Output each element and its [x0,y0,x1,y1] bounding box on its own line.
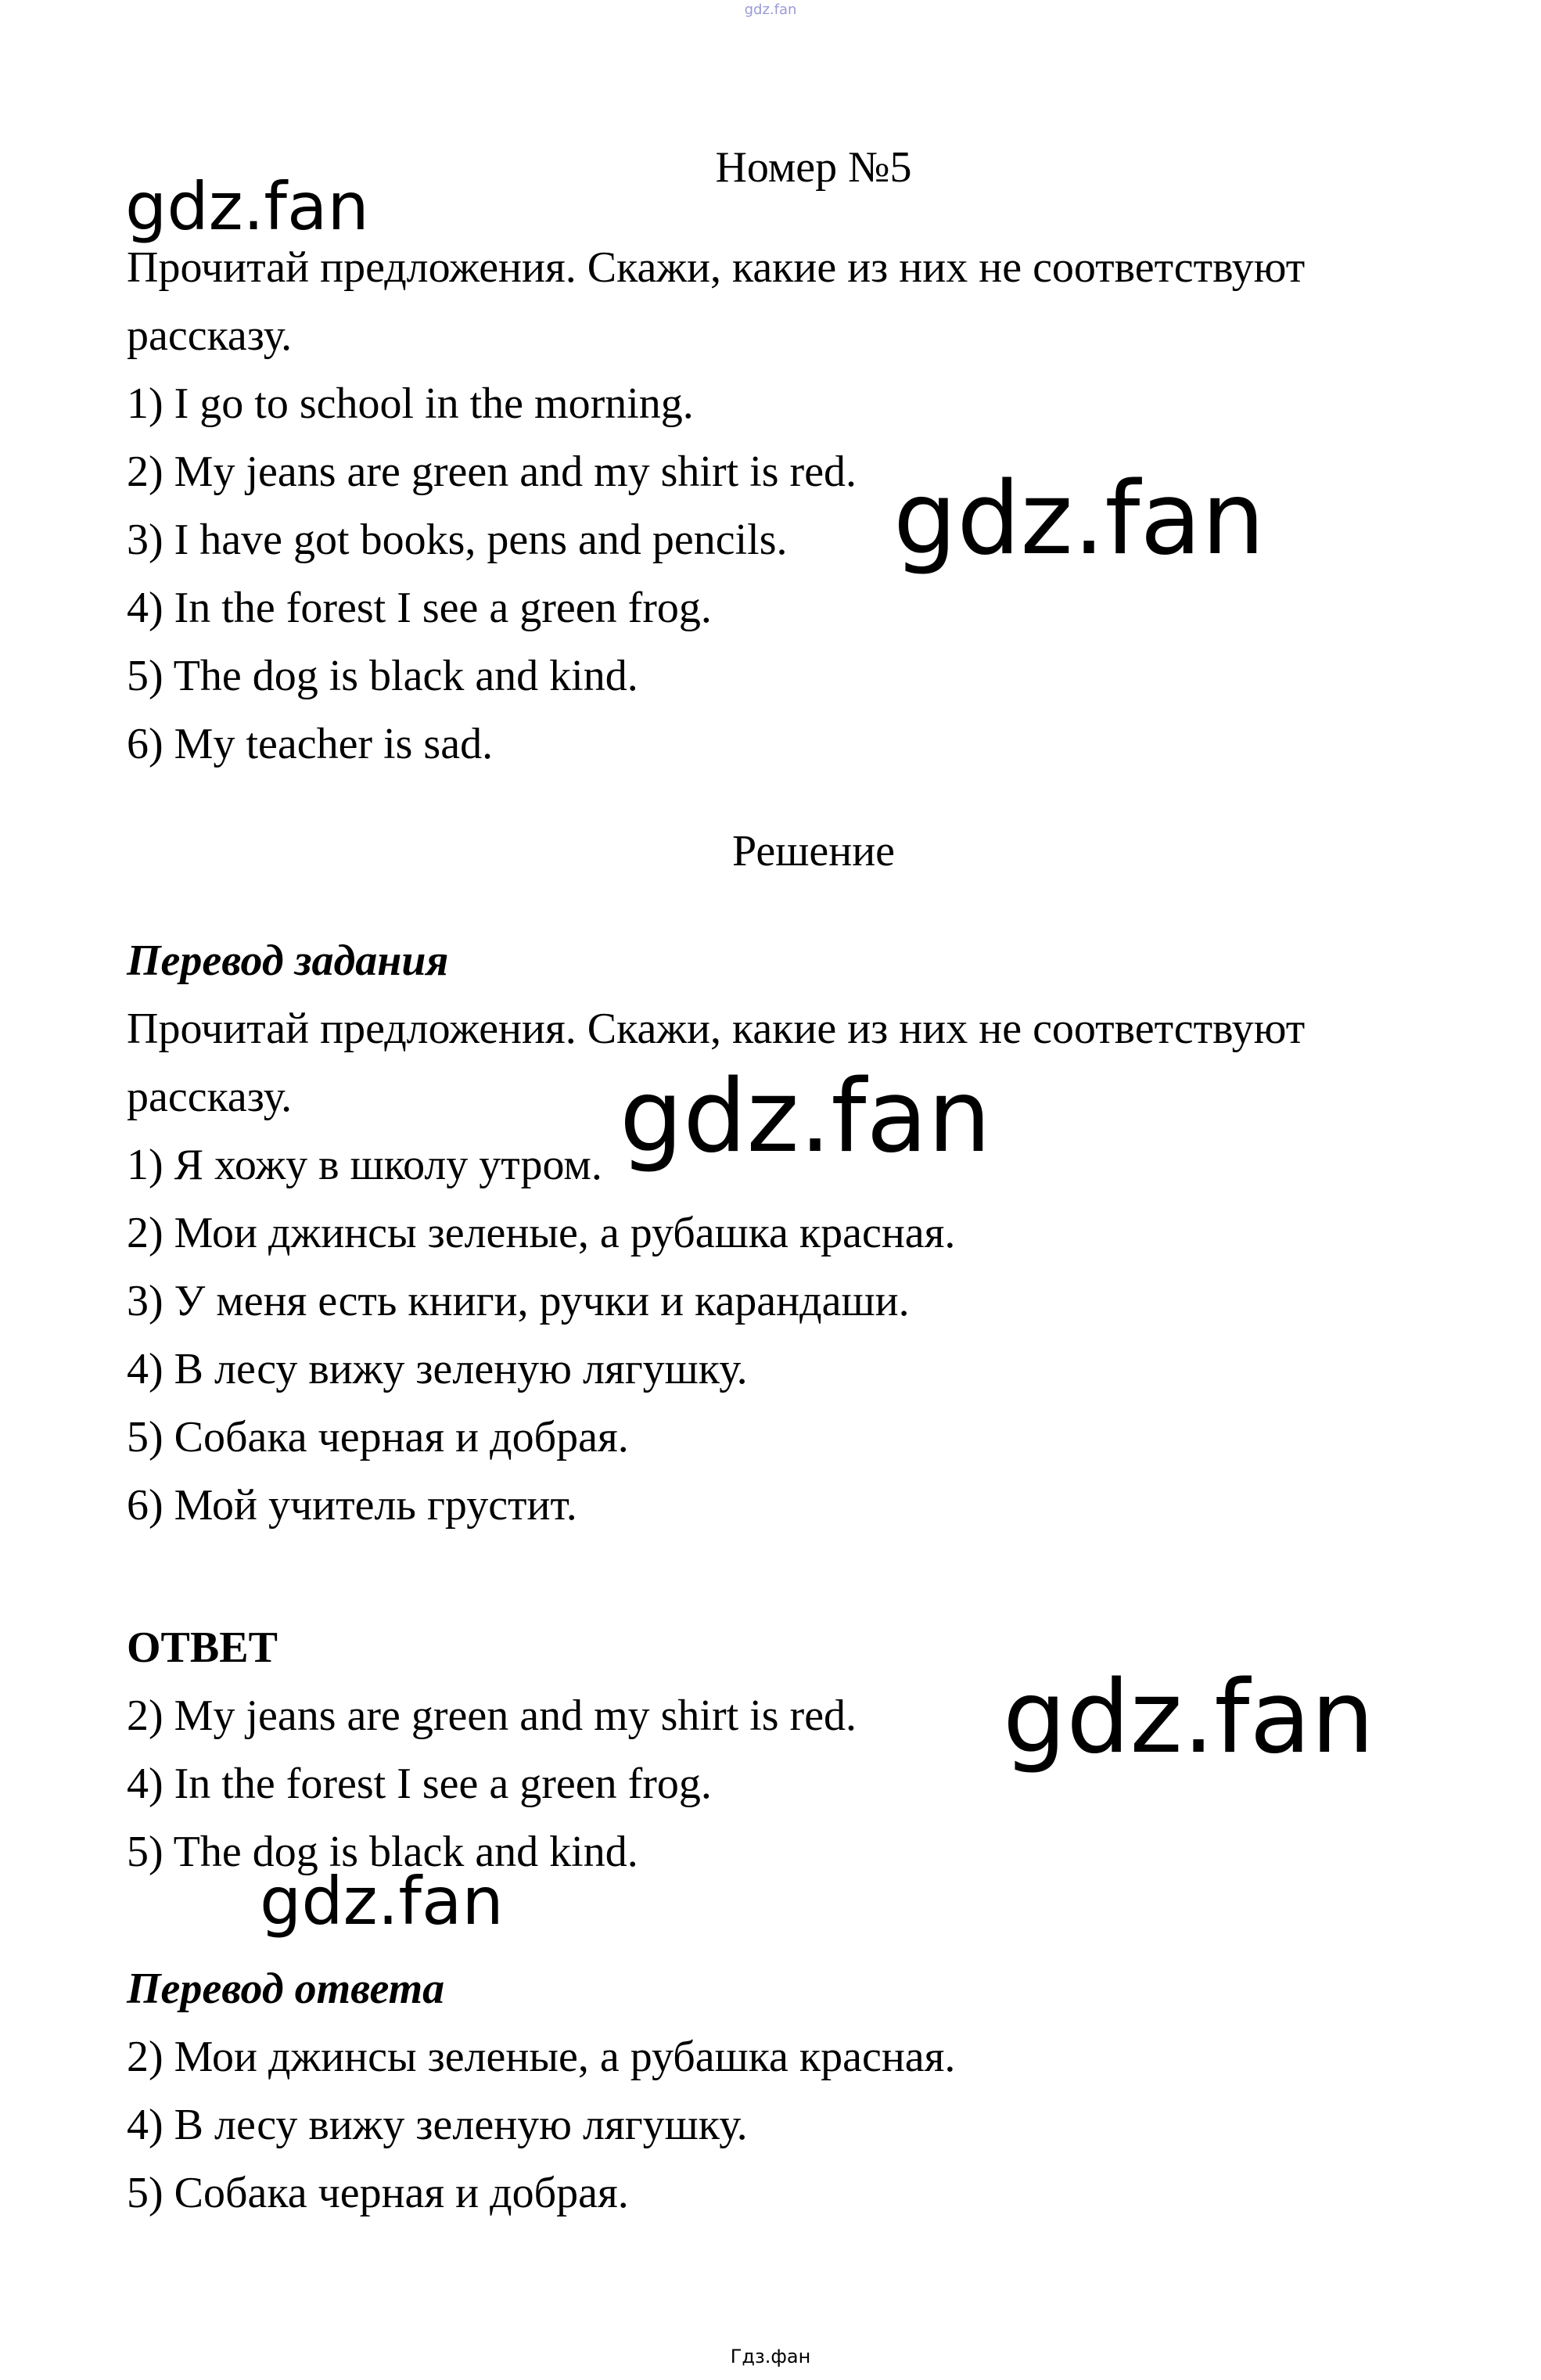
task-instruction-cont: рассказу. [127,311,293,360]
watermark: gdz.fan [125,168,369,245]
page-title: Номер №5 [715,143,912,192]
watermark: gdz.fan [260,1863,504,1940]
answer-translation-item: 2) Мои джинсы зеленые, а рубашка красная. [127,2033,956,2081]
translation-item: 6) Мой учитель грустит. [127,1481,577,1530]
answer-item: 5) The dog is black and kind. [127,1828,638,1876]
translation-item: 1) Я хожу в школу утром. [127,1141,602,1189]
task-item: 4) In the forest I see a green frog. [127,584,712,632]
translation-instruction-cont: рассказу. [127,1073,293,1121]
task-item: 3) I have got books, pens and pencils. [127,516,788,564]
watermark: gdz.fan [893,461,1265,577]
solution-heading: Решение [731,827,896,875]
task-item: 6) My teacher is sad. [127,720,494,768]
answer-item: 4) In the forest I see a green frog. [127,1760,712,1808]
translation-item: 4) В лесу вижу зеленую лягушку. [127,1345,748,1393]
task-instruction: Прочитай предложения. Скажи, какие из них не соответствуют [127,243,1306,292]
header-watermark: gdz.fan [744,2,797,18]
watermark: gdz.fan [1003,1659,1374,1776]
footer-watermark: Гдз.фан [730,2346,811,2367]
answer-translation-item: 5) Собака черная и добрая. [127,2169,629,2217]
translation-item: 2) Мои джинсы зеленые, а рубашка красная. [127,1209,956,1257]
task-item: 2) My jeans are green and my shirt is red. [127,448,857,496]
task-item: 1) I go to school in the morning. [127,379,694,428]
translation-item: 3) У меня есть книги, ручки и карандаши. [127,1277,910,1325]
task-item: 5) The dog is black and kind. [127,652,638,700]
answer-heading: ОТВЕТ [127,1623,278,1672]
watermark: gdz.fan [620,1059,991,1175]
answer-translation-item: 4) В лесу вижу зеленую лягушку. [127,2101,748,2149]
translation-instruction: Прочитай предложения. Скажи, какие из них не соответствуют [127,1005,1306,1053]
translation-item: 5) Собака черная и добрая. [127,1413,629,1461]
answer-translation-heading: Перевод ответа [127,1965,445,2013]
translation-heading: Перевод задания [127,937,449,985]
answer-item: 2) My jeans are green and my shirt is red. [127,1692,857,1740]
